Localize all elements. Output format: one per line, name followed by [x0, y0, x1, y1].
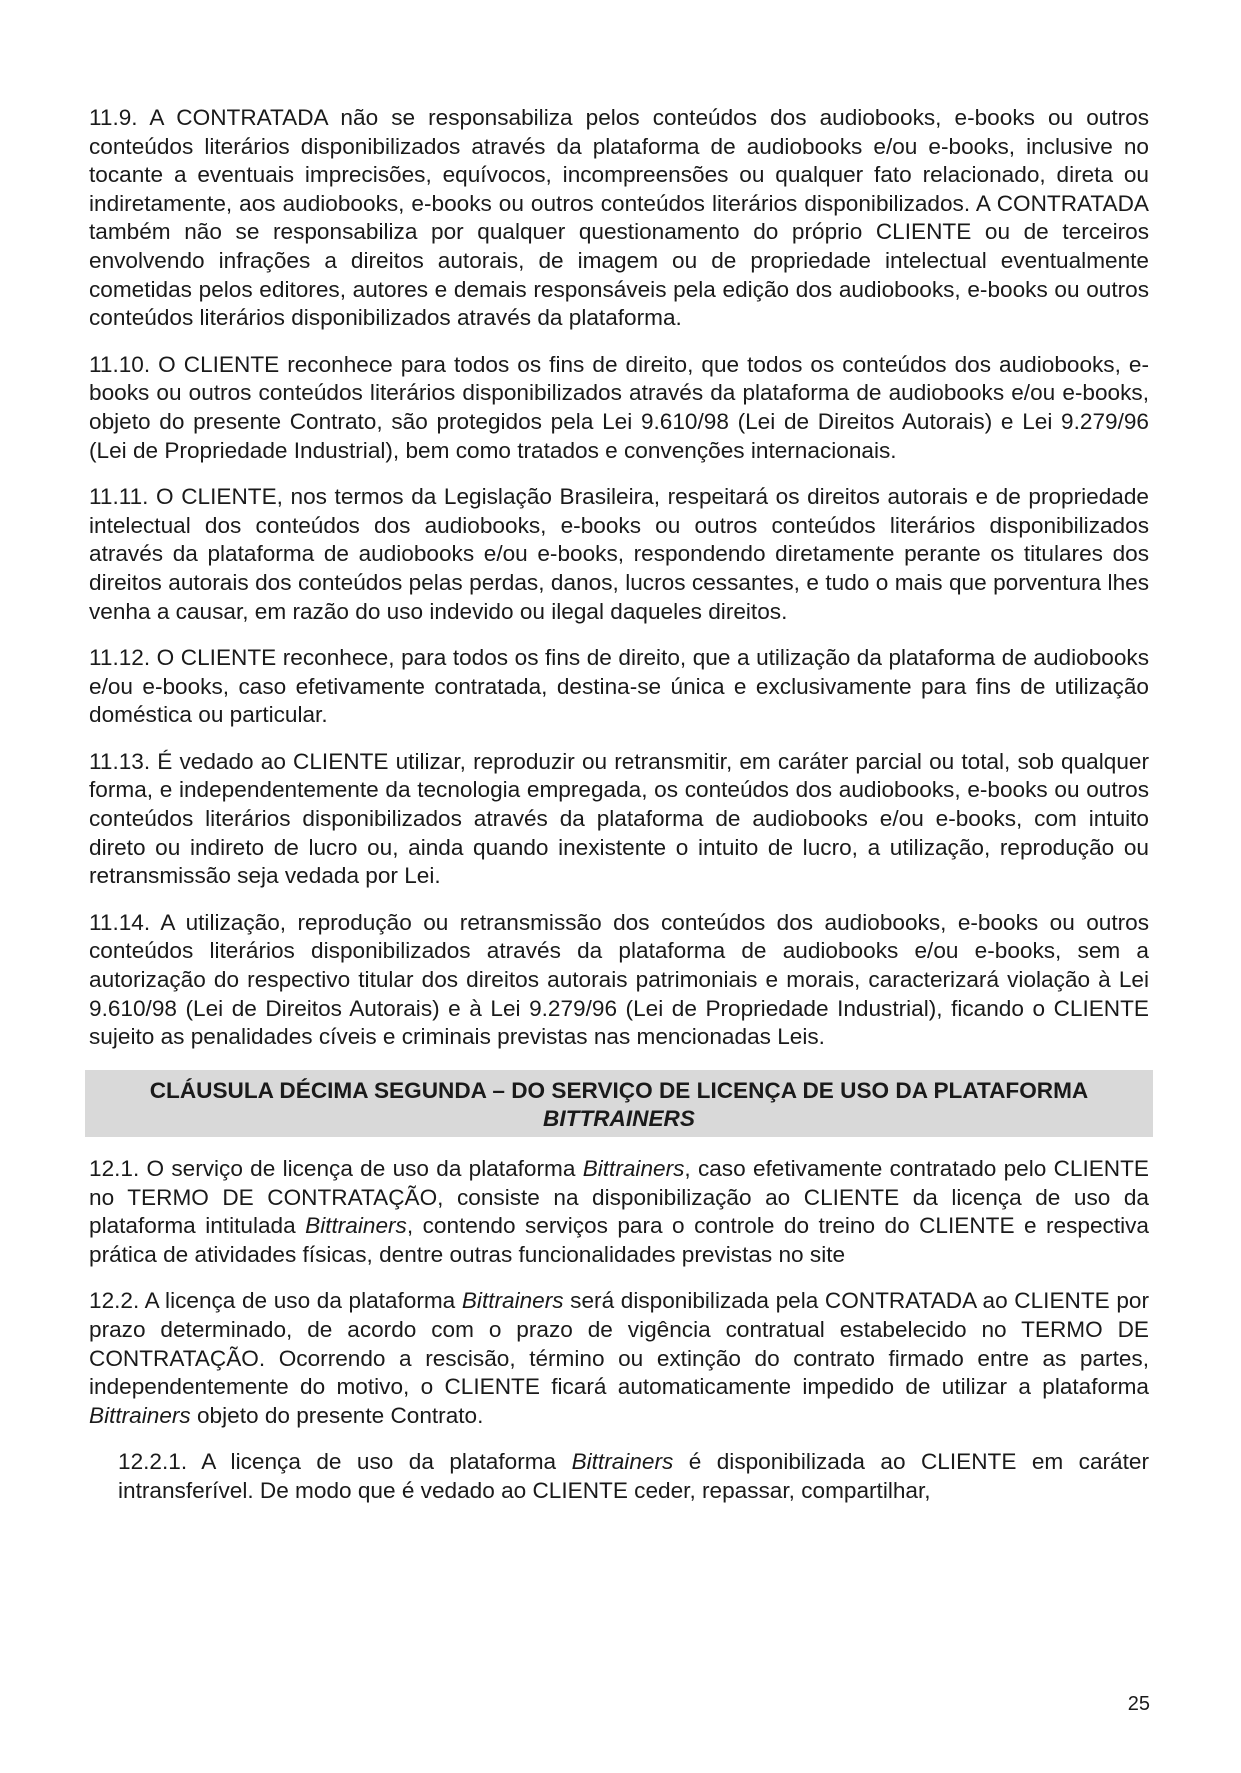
section-heading-subtitle: BITTRAINERS	[543, 1106, 695, 1132]
clause-12-2-text-e: objeto do presente Contrato.	[190, 1402, 484, 1428]
clause-12-1-product-name-2: Bittrainers	[305, 1213, 407, 1239]
clause-12-2-1-text-c: é disponibilizada ao CLIENTE em caráter intransferível. De modo que é vedado ao CLIENTE ceder, repassar, compartilhar,	[118, 1449, 1149, 1503]
clause-12-2-product-name: Bittrainers	[461, 1288, 564, 1314]
clause-12-2-product-name-2: Bittrainers	[89, 1402, 191, 1428]
clause-11-11: 11.11. O CLIENTE, nos termos da Legislação Brasileira, respeitará os direitos autorais e de propriedade intelectual dos conteúdos dos audiobooks, e-books ou outros conteúdos literários disponibilizados através da plataforma de audiobooks e/ou e-books, respondendo diretamente perante os titulares dos direitos autorais dos conteúdos pelas perdas, danos, lucros cessantes, e tudo o mais que porventura lhes venha a causar, em razão do uso indevido ou ilegal daqueles direitos.	[89, 484, 1149, 624]
clause-12-1-product-name: Bittrainers	[582, 1156, 685, 1181]
clause-12-1-text-c: , caso efetivamente contratado pelo CLIENTE no TERMO DE CONTRATAÇÃO, consiste na disponibilização ao CLIENTE da licença de uso da plataforma intitulada	[89, 1156, 1149, 1239]
page-number: 25	[1127, 1693, 1150, 1715]
section-heading	[85, 1070, 1153, 1137]
clause-12-2-1-product-name: Bittrainers	[571, 1449, 674, 1475]
clause-12-2-1	[118, 1448, 1149, 1505]
clause-11-9: 11.9. A CONTRATADA não se responsabiliza pelos conteúdos dos audiobooks, e-books ou outros conteúdos literários disponibilizados através da plataforma de audiobooks e/ou e-books, inclusive no tocante a eventuais imprecisões, equívocos, incompreensões ou qualquer fato relacionado, direta ou indiretamente, aos audiobooks, e-books ou outros conteúdos literários disponibilizados. A CONTRATADA também não se responsabiliza por qualquer questionamento do próprio CLIENTE ou de terceiros envolvendo infrações a direitos autorais, de imagem ou de propriedade intelectual eventualmente cometidas pelos editores, autores e demais responsáveis pela edição dos audiobooks, e-books ou outros conteúdos literários disponibilizados através da plataforma.	[89, 105, 1149, 331]
clause-11-12: 11.12. O CLIENTE reconhece, para todos os fins de direito, que a utilização da plataforma de audiobooks e/ou e-books, caso efetivamente contratada, destina-se única e exclusivamente para fins de utilização doméstica ou particular.	[89, 645, 1149, 728]
clause-12-2-1-text-a: 12.2.1. A licença de uso da plataforma	[118, 1449, 572, 1475]
clause-11-14: 11.14. A utilização, reprodução ou retransmissão dos conteúdos dos audiobooks, e-books ou outros conteúdos literários disponibilizados através da plataforma de audiobooks e/ou e-books, sem a autorização do respectivo titular dos direitos autorais patrimoniais e morais, caracterizará violação à Lei 9.610/98 (Lei de Direitos Autorais) e à Lei 9.279/96 (Lei de Propriedade Industrial), ficando o CLIENTE sujeito as penalidades cíveis e criminais previstas nas mencionadas Leis.	[89, 909, 1149, 1050]
clause-12-1-text-a: 12.1. O serviço de licença de uso da plataforma	[89, 1156, 583, 1181]
clause-12-2-text-c: será disponibilizada pela CONTRATADA ao CLIENTE por prazo determinado, de acordo com o prazo de vigência contratual estabelecido no TERMO DE CONTRATAÇÃO. Ocorrendo a rescisão, término ou extinção do contrato firmado entre as partes, independentemente do motivo, o CLIENTE ficará automaticamente impedido de utilizar a plataforma	[89, 1288, 1149, 1400]
clause-12-1-text-e: , contendo serviços para o controle do treino do CLIENTE e respectiva prática de atividades físicas, dentre outras funcionalidades previstas no site	[89, 1213, 1149, 1267]
clause-11-10: 11.10. O CLIENTE reconhece para todos os fins de direito, que todos os conteúdos dos audiobooks, e-books ou outros conteúdos literários disponibilizados através da plataforma de audiobooks e/ou e-books, objeto do presente Contrato, são protegidos pela Lei 9.610/98 (Lei de Direitos Autorais) e Lei 9.279/96 (Lei de Propriedade Industrial), bem como tratados e convenções internacionais.	[89, 351, 1149, 463]
clause-12-2	[89, 1287, 1149, 1430]
section-heading-title: CLÁUSULA DÉCIMA SEGUNDA – DO SERVIÇO DE LICENÇA DE USO DA PLATAFORMA	[149, 1077, 1089, 1103]
document-body	[89, 104, 1149, 1524]
clause-12-1	[89, 1155, 1149, 1269]
clause-11-13: 11.13. É vedado ao CLIENTE utilizar, reproduzir ou retransmitir, em caráter parcial ou total, sob qualquer forma, e independentemente da tecnologia empregada, os conteúdos dos audiobooks, e-books ou outros conteúdos literários disponibilizados através da plataforma de audiobooks e/ou e-books, com intuito direto ou indireto de lucro ou, ainda quando inexistente o intuito de lucro, a utilização, reprodução ou retransmissão seja vedada por Lei.	[89, 748, 1149, 889]
clause-12-2-text-a: 12.2. A licença de uso da plataforma	[89, 1288, 462, 1314]
